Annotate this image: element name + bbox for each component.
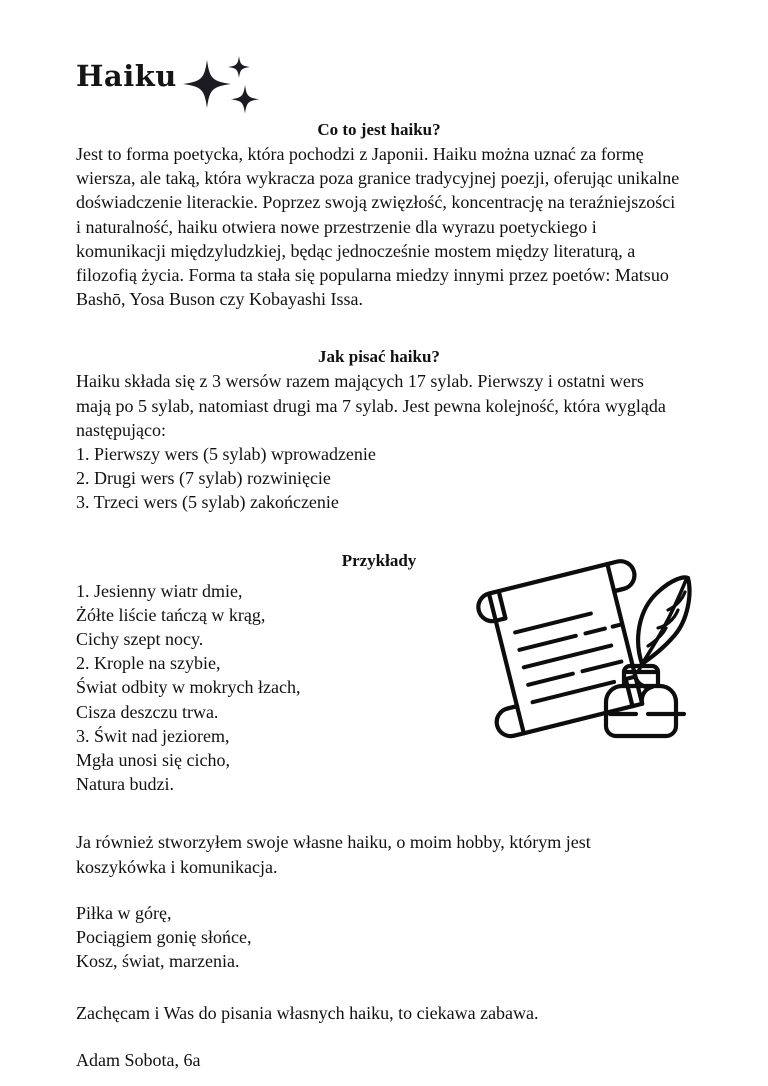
poem-line: Piłka w górę, bbox=[76, 902, 172, 923]
poem-line: Natura budzi. bbox=[76, 774, 174, 795]
own-haiku-list bbox=[76, 901, 456, 974]
poem-line: Żółte liście tańczą w krąg, bbox=[76, 604, 266, 625]
paragraph-own-haiku-intro: Ja również stworzyłem swoje własne haiku, o moim hobby, którym jest koszykówka i komunikacja. bbox=[76, 832, 591, 877]
poem-line: Pociągiem gonię słońce, bbox=[76, 927, 252, 948]
spacer bbox=[76, 515, 682, 549]
heading-examples: Przykłady bbox=[341, 550, 417, 570]
poem-line: Cisza deszczu trwa. bbox=[76, 701, 219, 722]
poem-line: 2. Krople na szybie, bbox=[76, 653, 221, 674]
spacer bbox=[76, 796, 682, 830]
list-item: 3. Trzeci wers (5 sylab) zakończenie bbox=[76, 492, 339, 513]
heading-how-to-write-haiku: Jak pisać haiku? bbox=[318, 347, 440, 367]
heading-what-is-haiku: Co to jest haiku? bbox=[317, 120, 441, 139]
scroll-quill-inkwell-icon bbox=[458, 548, 692, 764]
page-title: Haiku bbox=[76, 59, 177, 93]
poem-line: 1. Jesienny wiatr dmie, bbox=[76, 580, 243, 601]
sparkles-icon bbox=[179, 54, 265, 116]
spacer bbox=[76, 311, 682, 345]
poem-line: Świat odbity w mokrych łzach, bbox=[76, 677, 301, 698]
author-signature: Adam Sobota, 6a bbox=[76, 1049, 201, 1070]
poem-line: Mgła unosi się cicho, bbox=[76, 750, 230, 771]
paragraph-closing: Zachęcam i Was do pisania własnych haiku, to ciekawa zabawa. bbox=[76, 1003, 539, 1024]
spacer bbox=[76, 973, 682, 1001]
paragraph-how-to-write-haiku: Haiku składa się z 3 wersów razem mających 17 sylab. Pierwszy i ostatni wers mają po 5 sylab, natomiast drugi ma 7 sylab. Jest pewna kolejność, która wygląda następująco: bbox=[76, 371, 666, 440]
list-item: 2. Drugi wers (7 sylab) rozwinięcie bbox=[76, 468, 331, 489]
spacer bbox=[76, 879, 682, 901]
example-haiku-list bbox=[76, 579, 456, 797]
document-header bbox=[76, 56, 680, 116]
poem-line: Kosz, świat, marzenia. bbox=[76, 951, 240, 972]
list-item: 1. Pierwszy wers (5 sylab) wprowadzenie bbox=[76, 444, 376, 465]
poem-line: Cichy szept nocy. bbox=[76, 629, 204, 650]
poem-line: 3. Świt nad jeziorem, bbox=[76, 725, 230, 746]
spacer bbox=[76, 1026, 682, 1048]
paragraph-what-is-haiku: Jest to forma poetycka, która pochodzi z Japonii. Haiku można uznać za formę wiersza, ale taką, która wykracza poza granice tradycyjnej poezji, oferując unikalne doświadczenie literackie. Poprzez swoją zwięzłość, koncentrację na teraźniejszości i naturalność, haiku otwiera nowe przestrzenie dla wyrazu poetyckiego i komunikacji międzyludzkiej, będąc jednocześnie mostem między literaturą, a filozofią życia. Forma ta stała się popularna miedzy innymi przez poetów: Matsuo Bashō, Yosa Buson czy Kobayashi Issa. bbox=[76, 144, 680, 310]
